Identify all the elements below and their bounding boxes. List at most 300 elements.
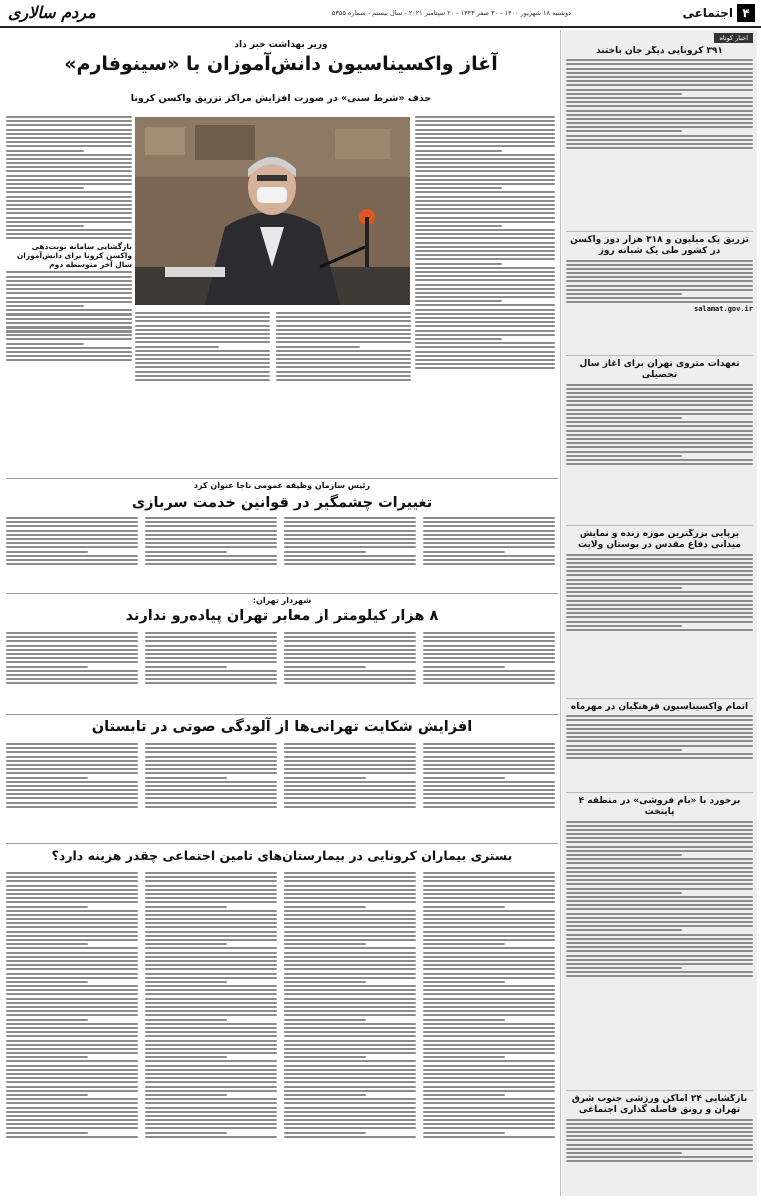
text-line <box>415 313 555 315</box>
text-line <box>145 1119 277 1121</box>
text-line <box>415 233 555 235</box>
text-line <box>6 1040 138 1042</box>
text-line <box>284 530 416 532</box>
text-line <box>135 337 270 339</box>
brief-title: اتمام واکسیناسیون فرهنگیان در مهرماه <box>570 702 749 712</box>
text-line <box>6 806 138 808</box>
text-line <box>566 942 753 944</box>
text-line <box>566 833 753 835</box>
text-line <box>6 893 138 895</box>
text-line <box>423 981 505 983</box>
text-line <box>566 1160 753 1162</box>
text-line <box>6 355 132 357</box>
text-line <box>145 632 277 634</box>
text-line <box>6 233 132 235</box>
text-line <box>415 120 555 122</box>
text-line <box>566 1148 753 1150</box>
text-line <box>6 781 138 783</box>
text-line <box>566 421 753 423</box>
text-line <box>423 922 555 924</box>
text-line <box>566 629 753 631</box>
text-line <box>145 906 227 908</box>
text-line <box>423 636 555 638</box>
text-line <box>6 670 138 672</box>
text-line <box>566 463 753 465</box>
text-line <box>415 346 555 348</box>
brief-title: برخورد با «بام فروشی» در منطقه ۴ پایتخت <box>578 796 741 818</box>
text-line <box>423 973 555 975</box>
text-line <box>145 985 277 987</box>
text-line <box>284 993 416 995</box>
lead-inline-heading: بازگشایی سامانه نوبت‌دهی واکسن کرونا برای دانش‌آموزان سال آخر متوسطه دوم <box>16 242 132 270</box>
text-line <box>284 645 416 647</box>
text-line <box>145 546 277 548</box>
text-line <box>145 530 277 532</box>
text-line <box>284 910 416 912</box>
text-line <box>423 876 555 878</box>
text-line <box>6 947 138 949</box>
text-line <box>566 554 753 556</box>
text-line <box>423 1065 555 1067</box>
text-line <box>145 542 277 544</box>
text-line <box>145 922 277 924</box>
text-line <box>6 880 138 882</box>
text-line <box>415 196 555 198</box>
text-line <box>6 271 132 273</box>
text-line <box>566 392 753 394</box>
text-line <box>284 636 416 638</box>
text-line <box>284 743 416 745</box>
text-line <box>415 183 555 185</box>
text-line <box>423 802 555 804</box>
text-line <box>566 925 753 927</box>
text-line <box>566 950 753 952</box>
text-line <box>6 301 132 303</box>
text-line <box>145 926 277 928</box>
brief-item <box>566 796 753 1086</box>
text-line <box>566 875 753 877</box>
text-line <box>423 797 555 799</box>
text-line <box>6 1027 138 1029</box>
text-line <box>284 559 416 561</box>
lead-column-2c <box>135 312 270 381</box>
text-line <box>284 947 416 949</box>
text-line <box>566 301 753 303</box>
text-line <box>145 661 277 663</box>
text-line <box>566 841 753 843</box>
text-line <box>284 534 416 536</box>
text-line <box>6 338 132 340</box>
text-line <box>145 551 227 553</box>
article-column <box>145 632 277 684</box>
text-line <box>6 237 132 239</box>
text-line <box>284 802 416 804</box>
text-line <box>6 985 138 987</box>
brief-title: تزریق یک میلیون و ۳۱۸ هزار دوز واکسن در کشور طی یک شبانه روز <box>570 235 749 257</box>
text-line <box>145 935 277 937</box>
text-line <box>566 1152 682 1154</box>
brief-item <box>566 235 753 352</box>
text-line <box>566 135 753 137</box>
text-line <box>6 530 138 532</box>
text-line <box>566 829 753 831</box>
section-rule <box>6 478 558 479</box>
text-line <box>6 334 132 336</box>
text-line <box>6 897 138 899</box>
text-line <box>566 892 682 894</box>
text-line <box>6 179 132 181</box>
text-line <box>145 1010 277 1012</box>
text-line <box>6 1073 138 1075</box>
text-line <box>566 854 682 856</box>
newspaper-logo: مردم سالاری <box>8 3 96 22</box>
text-line <box>566 409 753 411</box>
text-line <box>566 1139 753 1141</box>
article-column <box>423 872 555 1138</box>
text-line <box>284 889 416 891</box>
text-line <box>415 309 555 311</box>
text-line <box>566 459 753 461</box>
text-line <box>415 342 555 344</box>
text-line <box>423 793 555 795</box>
text-line <box>135 354 270 356</box>
text-line <box>423 781 555 783</box>
text-line <box>6 1065 138 1067</box>
text-line <box>566 879 753 881</box>
text-line <box>566 388 753 390</box>
text-line <box>566 740 753 742</box>
text-line <box>423 661 555 663</box>
text-line <box>415 208 555 210</box>
text-line <box>566 719 753 721</box>
text-line <box>276 333 411 335</box>
text-line <box>284 918 416 920</box>
divider <box>566 525 753 526</box>
text-line <box>6 876 138 878</box>
body-text <box>566 715 753 759</box>
text-line <box>6 1111 138 1113</box>
text-line <box>6 1086 138 1088</box>
text-line <box>145 960 277 962</box>
text-line <box>566 93 682 95</box>
text-line <box>415 317 555 319</box>
text-line <box>6 981 88 983</box>
text-line <box>423 1056 505 1058</box>
text-line <box>6 351 132 353</box>
page-header <box>0 0 761 28</box>
text-line <box>566 913 753 915</box>
section-rule <box>6 843 558 844</box>
text-line <box>566 587 682 589</box>
text-line <box>284 1023 416 1025</box>
text-line <box>423 751 555 753</box>
text-line <box>145 998 277 1000</box>
text-line <box>284 880 416 882</box>
text-line <box>6 133 132 135</box>
lead-headline: آغاز واکسیناسیون دانش‌آموزان با «سینوفارم» <box>64 53 498 75</box>
text-line <box>415 300 502 302</box>
column-divider <box>560 30 561 1196</box>
text-line <box>566 963 753 965</box>
text-line <box>6 555 138 557</box>
text-line <box>566 147 753 149</box>
text-line <box>423 1102 555 1104</box>
text-line <box>415 137 555 139</box>
text-line <box>415 242 555 244</box>
text-line <box>566 59 753 61</box>
text-line <box>566 1119 753 1121</box>
text-line <box>135 316 270 318</box>
text-line <box>566 862 753 864</box>
article-column <box>423 743 555 808</box>
text-line <box>423 931 555 933</box>
text-line <box>423 551 505 553</box>
text-line <box>566 917 753 919</box>
text-line <box>135 358 270 360</box>
text-line <box>284 1119 416 1121</box>
text-line <box>415 321 555 323</box>
text-line <box>6 657 138 659</box>
article-column <box>145 517 277 565</box>
text-line <box>423 897 555 899</box>
text-line <box>135 333 270 335</box>
text-line <box>566 297 753 299</box>
text-line <box>145 772 277 774</box>
text-line <box>6 793 138 795</box>
text-line <box>415 292 555 294</box>
text-line <box>6 910 138 912</box>
text-line <box>276 350 411 352</box>
lead-pretitle: وزیر بهداشت خبر داد <box>234 40 328 50</box>
section-number: ۴ <box>737 4 755 22</box>
text-line <box>145 876 277 878</box>
text-line <box>566 293 682 295</box>
text-line <box>423 1006 555 1008</box>
text-line <box>276 366 411 368</box>
text-line <box>423 918 555 920</box>
text-line <box>423 1077 555 1079</box>
text-line <box>145 1098 277 1100</box>
text-line <box>6 674 138 676</box>
text-line <box>566 934 753 936</box>
text-line <box>284 793 416 795</box>
text-line <box>566 1144 753 1146</box>
text-line <box>423 563 555 565</box>
text-line <box>6 914 138 916</box>
text-line <box>276 325 411 327</box>
text-line <box>415 325 555 327</box>
text-line <box>276 375 411 377</box>
text-line <box>6 943 88 945</box>
text-line <box>423 960 555 962</box>
body-text <box>566 384 753 466</box>
text-line <box>145 1065 277 1067</box>
text-line <box>423 1069 555 1071</box>
text-line <box>415 175 555 177</box>
text-line <box>6 1102 138 1104</box>
text-line <box>566 846 753 848</box>
text-line <box>415 367 555 369</box>
text-line <box>145 657 277 659</box>
text-line <box>284 777 366 779</box>
text-line <box>284 989 416 991</box>
text-line <box>145 1073 277 1075</box>
text-line <box>145 901 277 903</box>
text-line <box>6 563 138 565</box>
text-line <box>423 1136 555 1138</box>
text-line <box>6 1060 138 1062</box>
text-line <box>284 1073 416 1075</box>
text-line <box>145 538 277 540</box>
text-line <box>276 379 411 381</box>
text-line <box>145 947 277 949</box>
text-line <box>284 926 416 928</box>
text-line <box>6 217 132 219</box>
text-line <box>423 785 555 787</box>
text-line <box>284 985 416 987</box>
text-line <box>284 1132 366 1134</box>
text-line <box>415 200 555 202</box>
lead-column-1 <box>415 116 555 369</box>
text-line <box>6 154 132 156</box>
text-line <box>566 130 682 132</box>
text-line <box>284 1014 416 1016</box>
text-line <box>566 591 753 593</box>
text-line <box>145 1111 277 1113</box>
text-line <box>423 989 555 991</box>
text-line <box>276 371 411 373</box>
text-line <box>566 616 753 618</box>
brief-item <box>566 46 753 229</box>
text-line <box>423 666 505 668</box>
text-line <box>284 1052 416 1054</box>
text-line <box>566 1131 753 1133</box>
text-line <box>145 872 277 874</box>
text-line <box>145 893 277 895</box>
text-line <box>276 337 411 339</box>
text-line <box>284 674 416 676</box>
text-line <box>284 555 416 557</box>
text-line <box>284 1090 416 1092</box>
text-line <box>6 521 138 523</box>
text-line <box>566 126 753 128</box>
text-line <box>284 1069 416 1071</box>
text-line <box>423 559 555 561</box>
text-line <box>145 1090 277 1092</box>
text-line <box>423 632 555 634</box>
text-line <box>284 1077 416 1079</box>
text-line <box>566 728 753 730</box>
text-line <box>6 1048 138 1050</box>
text-line <box>284 764 416 766</box>
text-line <box>566 574 753 576</box>
article-column <box>6 872 138 1138</box>
text-line <box>135 346 219 348</box>
text-line <box>145 1123 277 1125</box>
text-line <box>415 267 555 269</box>
text-line <box>6 546 138 548</box>
text-line <box>6 1031 138 1033</box>
body-text <box>566 554 753 631</box>
article-column <box>6 743 138 808</box>
text-line <box>284 939 416 941</box>
text-line <box>415 246 555 248</box>
text-line <box>6 797 138 799</box>
text-line <box>566 732 753 734</box>
text-line <box>6 889 138 891</box>
text-line <box>6 221 132 223</box>
text-line <box>145 1086 277 1088</box>
lead-subtitle: حذف «شرط سنی» در صورت افزایش مراکز تزریق واکسن کرونا <box>130 93 432 104</box>
text-line <box>145 789 277 791</box>
text-line <box>423 649 555 651</box>
text-line <box>6 141 132 143</box>
text-line <box>284 1086 416 1088</box>
text-line <box>284 1115 416 1117</box>
text-line <box>423 910 555 912</box>
text-line <box>276 312 411 314</box>
text-line <box>6 1115 138 1117</box>
text-line <box>284 931 416 933</box>
text-line <box>423 534 555 536</box>
article-column <box>6 517 138 565</box>
text-line <box>145 956 277 958</box>
text-line <box>415 116 555 118</box>
text-line <box>6 1056 88 1058</box>
text-line <box>415 204 555 206</box>
text-line <box>566 272 753 274</box>
text-line <box>566 404 753 406</box>
text-line <box>423 1111 555 1113</box>
text-line <box>566 1156 753 1158</box>
text-line <box>6 208 132 210</box>
text-line <box>145 764 277 766</box>
text-line <box>6 212 132 214</box>
text-line <box>145 910 277 912</box>
text-line <box>423 935 555 937</box>
text-line <box>284 666 366 668</box>
text-line <box>284 653 416 655</box>
text-line <box>6 785 138 787</box>
text-line <box>423 806 555 808</box>
text-line <box>566 1127 753 1129</box>
text-line <box>145 640 277 642</box>
text-line <box>145 781 277 783</box>
text-line <box>423 674 555 676</box>
article-column <box>284 872 416 1138</box>
text-line <box>566 260 753 262</box>
text-line <box>145 555 277 557</box>
text-line <box>145 1052 277 1054</box>
text-line <box>6 318 132 320</box>
text-line <box>423 1119 555 1121</box>
text-line <box>423 947 555 949</box>
text-line <box>6 977 138 979</box>
text-line <box>6 768 138 770</box>
text-line <box>423 530 555 532</box>
text-line <box>6 196 132 198</box>
text-line <box>6 1002 138 1004</box>
brief-link[interactable]: salamat.gov.ir <box>693 305 753 314</box>
text-line <box>284 670 416 672</box>
text-line <box>284 785 416 787</box>
text-line <box>566 84 753 86</box>
text-line <box>145 1132 227 1134</box>
text-line <box>145 973 277 975</box>
text-line <box>145 889 277 891</box>
text-line <box>423 517 555 519</box>
text-line <box>6 682 138 684</box>
